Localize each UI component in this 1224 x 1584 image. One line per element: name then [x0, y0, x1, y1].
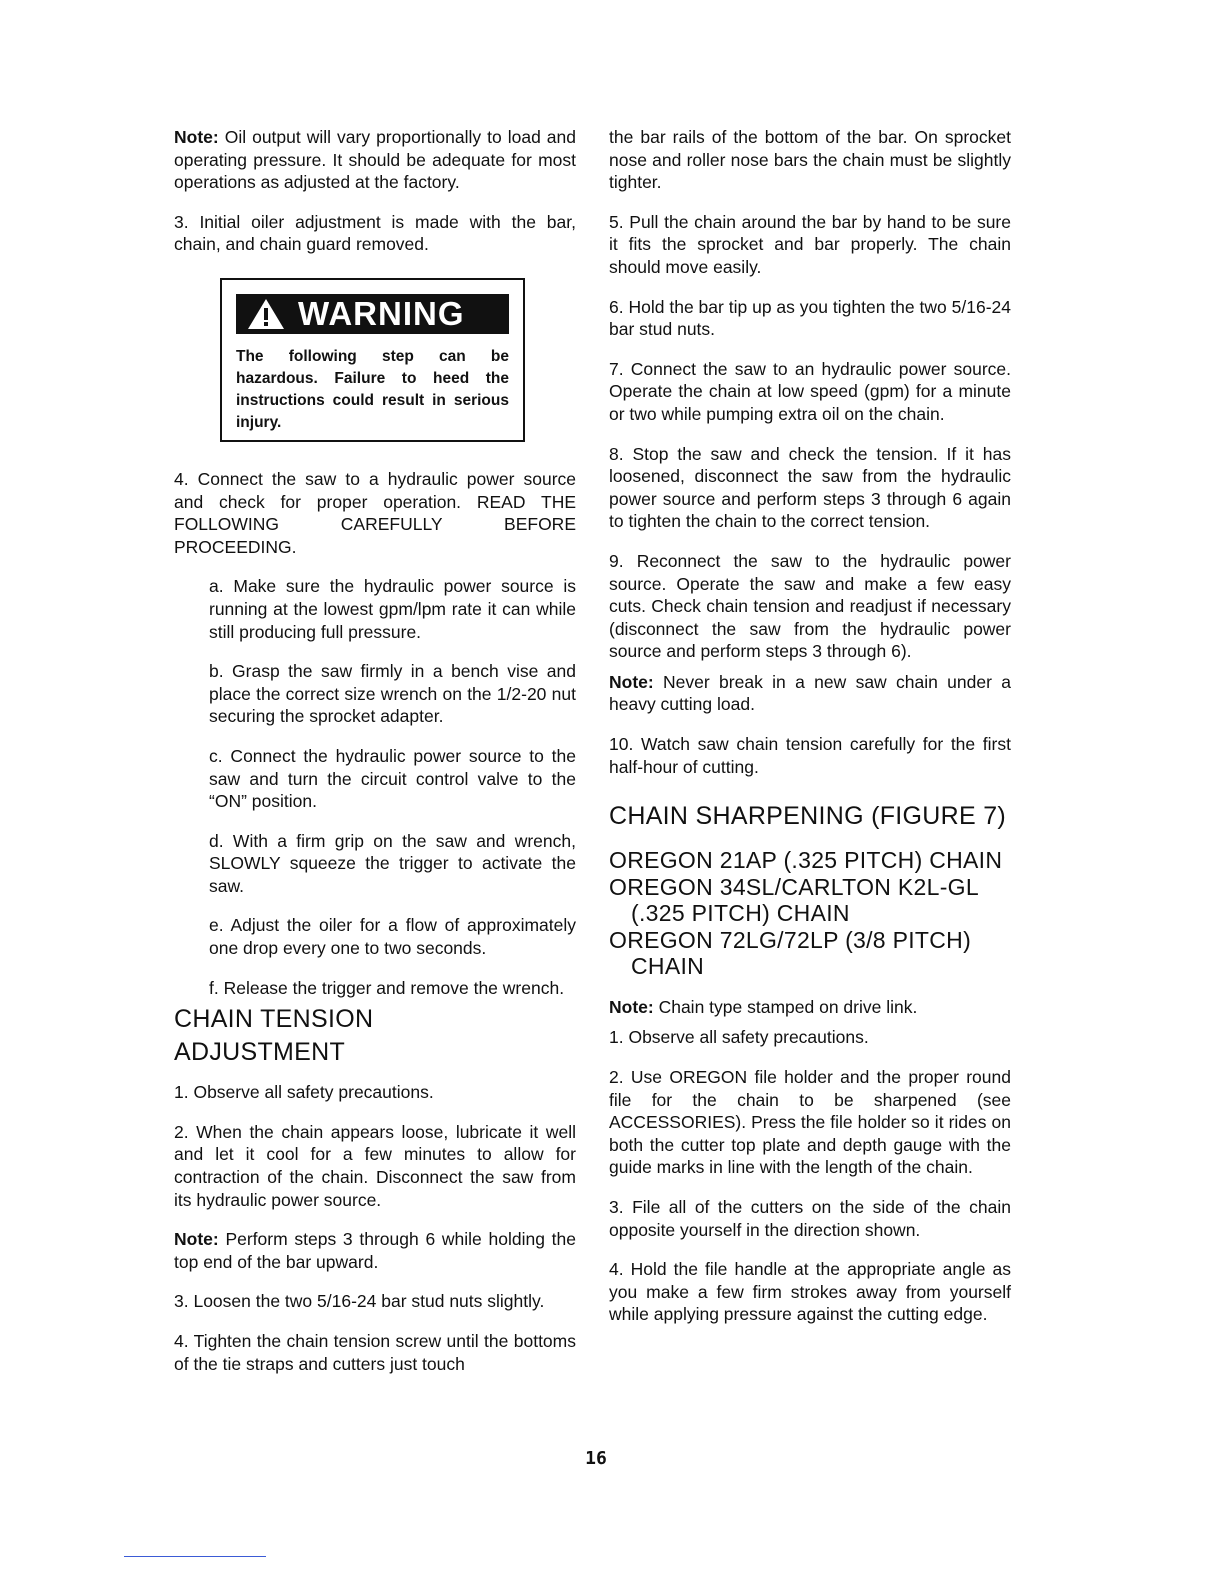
substep-a: a. Make sure the hydraulic power source is running at the lowest gpm/lpm rate it can while still producing full pressure.: [209, 576, 576, 642]
tension-step-4: 4. Tighten the chain tension screw until the bottoms of the tie straps and cutters just touch: [174, 1331, 576, 1374]
heading-line: CHAIN TENSION: [174, 1005, 374, 1034]
chain-type-3-suffix: CHAIN: [631, 953, 705, 980]
chain-tension-heading: [174, 1003, 576, 1069]
tension-step-1: 1. Observe all safety precautions.: [174, 1082, 434, 1103]
chain-types-list: [609, 847, 1011, 980]
tension-step-3: 3. Loosen the two 5/16-24 bar stud nuts slightly.: [174, 1291, 545, 1312]
sharpening-step-1: 1. Observe all safety precautions.: [609, 1027, 869, 1048]
warning-triangle-icon: [246, 297, 286, 331]
substep-c: c. Connect the hydraulic power source to the saw and turn the circuit control valve to the “ON” position.: [209, 745, 576, 812]
note-label: Note:: [609, 671, 654, 692]
tension-step-5: 5. Pull the chain around the bar by hand to be sure it fits the sprocket and bar properly. The chain should move easily.: [609, 211, 1011, 277]
tension-step-9: 9. Reconnect the saw to the hydraulic power source. Operate the saw and make a few easy cuts. Check chain tension and readjust if necessary (disconnect the saw from the hydraulic power source and perform steps 3 through 6).: [609, 550, 1011, 662]
tension-step-8: 8. Stop the saw and check the tension. If it has loosened, disconnect the saw from the hydraulic power source and perform steps 3 through 6 again to tighten the chain to the correct tension.: [609, 443, 1011, 532]
substep-d: d. With a firm grip on the saw and wrench, SLOWLY squeeze the trigger to activate the saw.: [209, 830, 576, 896]
oil-output-note: [174, 126, 576, 194]
chain-type-2-pitch: (.325 PITCH) CHAIN: [631, 900, 850, 927]
sharpening-step-3: 3. File all of the cutters on the side of the chain opposite yourself in the direction shown.: [609, 1196, 1011, 1240]
note-label: Note:: [174, 127, 219, 147]
substep-b: b. Grasp the saw firmly in a bench vise and place the correct size wrench on the 1/2-20 nut securing the sprocket adapter.: [209, 661, 576, 727]
warning-box: [220, 278, 525, 442]
sharpening-step-2: 2. Use OREGON file holder and the proper round file for the chain to be sharpened (see ACCESSORIES). Press the file holder so it rides on both the cutter top plate and depth gauge with the guide marks in line with the length of the chain.: [609, 1066, 1011, 1178]
chain-type-note: [609, 996, 1011, 1019]
tension-step-10: 10. Watch saw chain tension carefully for the first half-hour of cutting.: [609, 734, 1011, 777]
warning-title: WARNING: [298, 294, 465, 332]
tension-step-6: 6. Hold the bar tip up as you tighten the two 5/16-24 bar stud nuts.: [609, 296, 1011, 340]
tension-step-2: 2. When the chain appears loose, lubricate it well and let it cool for a few minutes to allow for contraction of the chain. Disconnect the saw from its hydraulic power source.: [174, 1121, 576, 1210]
page-number: 16: [585, 1448, 607, 1469]
note-text: Never break in a new saw chain under a heavy cutting load.: [609, 671, 1011, 715]
note-label: Note:: [174, 1229, 219, 1250]
note-label: Note:: [609, 996, 654, 1017]
note-text: Chain type stamped on drive link.: [653, 996, 918, 1017]
chain-type-2: OREGON 34SL/CARLTON K2L-GL: [609, 873, 979, 900]
note-text: Perform steps 3 through 6 while holding the top end of the bar upward.: [174, 1229, 576, 1272]
substep-f: f. Release the trigger and remove the wrench.: [209, 977, 565, 998]
tension-step-4-continued: the bar rails of the bottom of the bar. On sprocket nose and roller nose bars the chain must be slightly tighter.: [609, 127, 1011, 193]
heading-line: ADJUSTMENT: [174, 1038, 346, 1067]
break-in-note: [609, 671, 1011, 716]
oiler-step-3: 3. Initial oiler adjustment is made with the bar, chain, and chain guard removed.: [174, 211, 576, 255]
chain-type-1: OREGON 21AP (.325 PITCH) CHAIN: [609, 847, 1003, 874]
chain-sharpening-heading: CHAIN SHARPENING (FIGURE 7): [609, 802, 1007, 831]
substep-e: e. Adjust the oiler for a flow of approximately one drop every one to two seconds.: [209, 915, 576, 959]
warning-text: The following step can be hazardous. Failure to heed the instructions could result in serious injury.: [236, 347, 509, 431]
tension-note: [174, 1228, 576, 1273]
left-column: [174, 126, 576, 1392]
chain-type-3: OREGON 72LG/72LP (3/8 PITCH): [609, 926, 972, 953]
note-text: Oil output will vary proportionally to load and operating pressure. It should be adequate for most operations as adjusted at the factory.: [174, 127, 576, 193]
warning-header: [236, 294, 509, 334]
tension-step-7: 7. Connect the saw to an hydraulic power source. Operate the chain at low speed (gpm) for a minute or two while pumping extra oil on the chain.: [609, 358, 1011, 424]
right-column: [609, 126, 1011, 1343]
footer-rule: [124, 1556, 266, 1557]
oiler-step-4: 4. Connect the saw to a hydraulic power source and check for proper operation. READ THE FOLLOWING CAREFULLY BEFORE PROCEEDING.: [174, 468, 576, 557]
sharpening-step-4: 4. Hold the file handle at the appropriate angle as you make a few firm strokes away from yourself while applying pressure against the cutting edge.: [609, 1259, 1011, 1325]
